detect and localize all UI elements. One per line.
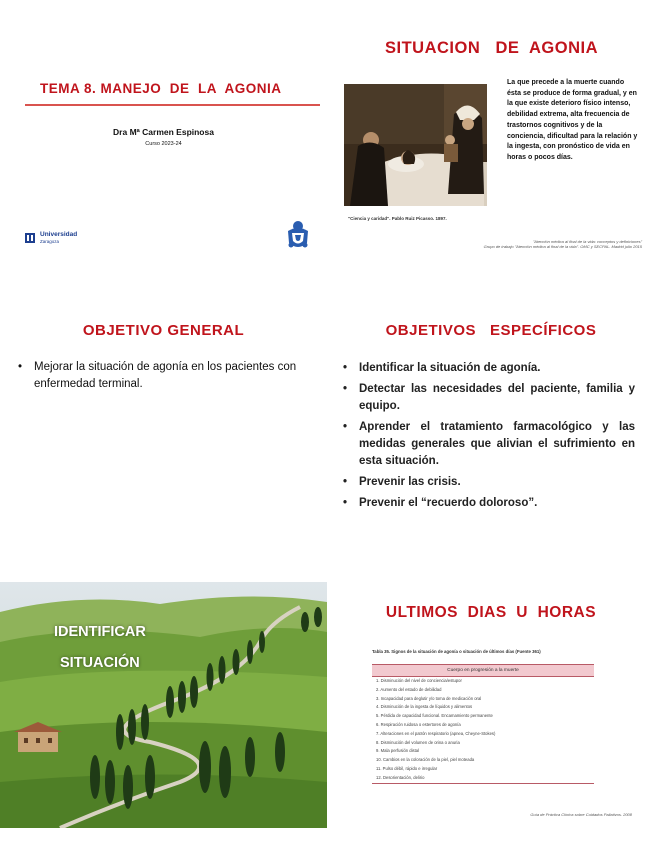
university-emblem-icon bbox=[24, 231, 36, 245]
coat-of-arms-icon bbox=[283, 219, 313, 251]
slide-4 bbox=[327, 282, 655, 564]
table-row: 4. Disminución de la ingesta de líquidos y alimentos bbox=[376, 704, 473, 710]
painting-caption: "Ciencia y caridad". Pablo Ruiz Picasso. 1897. bbox=[348, 216, 447, 221]
list-item: • Mejorar la situación de agonía en los pacientes con enfermedad terminal. bbox=[18, 359, 316, 393]
list-item: • Aprender el tratamiento farmacológico y las medidas generales que alivian el sufrimiento en esta situación. bbox=[343, 419, 635, 470]
overlay-title-line: IDENTIFICAR bbox=[54, 624, 146, 640]
slide-title: OBJETIVOS ESPECÍFICOS bbox=[385, 322, 597, 339]
slide-6 bbox=[327, 564, 655, 848]
title-rule bbox=[25, 104, 320, 106]
slide-title: OBJETIVO GENERAL bbox=[82, 322, 245, 339]
footnote-line: "Atención médica al final de la vida: conceptos y definiciones" bbox=[532, 239, 642, 244]
list-item: • Prevenir el “recuerdo doloroso”. bbox=[343, 495, 635, 512]
table-row: 7. Alteraciones en el patrón respiratorio (apnea, Cheyne-Stokes) bbox=[376, 730, 496, 736]
table-row: 3. Incapacidad para deglutir y/o toma de medicación oral bbox=[376, 695, 482, 701]
table-caption: Tabla 35. Signos de la situación de agonía o situación de últimos días (Fuente 361) bbox=[372, 649, 541, 654]
overlay-title-line: SITUACIÓN bbox=[60, 655, 140, 671]
bullet-list bbox=[343, 360, 635, 512]
table-row: 10. Cambios en la coloración de la piel, piel moteada bbox=[376, 757, 475, 763]
bullet-list bbox=[18, 359, 316, 393]
signs-table bbox=[372, 664, 594, 784]
university-logo bbox=[24, 231, 94, 247]
list-item: • Prevenir las crisis. bbox=[343, 474, 635, 491]
slide-title: TEMA 8. MANEJO DE LA AGONIA bbox=[40, 81, 282, 96]
table-source: Guía de Práctica Clínica sobre Cuidados Paliativos. 2008 bbox=[530, 812, 632, 817]
footnote-reference bbox=[427, 239, 642, 249]
painting-image bbox=[344, 84, 487, 206]
slide-1 bbox=[0, 0, 327, 282]
table-row: 6. Respiración ruidosa o estertores de agonía bbox=[376, 721, 461, 727]
table-row: 8. Disminución del volumen de orina o anuria bbox=[376, 739, 460, 745]
table-header: Cuerpo en progresión a la muerte bbox=[372, 664, 594, 677]
tuscany-landscape-image bbox=[0, 582, 327, 828]
list-item: • Identificar la situación de agonía. bbox=[343, 360, 635, 377]
university-logo-city: Zaragoza bbox=[40, 239, 60, 244]
table-body bbox=[372, 677, 594, 784]
table-row: 2. Aumento del estado de debilidad bbox=[376, 686, 442, 692]
agony-definition: La que precede a la muerte cuando ésta se produce de forma gradual, y en la que existe deterioro físico intenso, debilidad extrema, alta frecuencia de trastornos cognitivos y de la conciencia, dificultad para la relación y la ingesta, con pronóstico de vida en horas o pocos días. bbox=[507, 79, 638, 161]
list-item: • Detectar las necesidades del paciente, familia y equipo. bbox=[343, 381, 635, 415]
author-name: Dra Mª Carmen Espinosa bbox=[113, 127, 214, 137]
slide-3 bbox=[0, 282, 327, 564]
slide-title: SITUACION DE AGONIA bbox=[385, 39, 598, 57]
footnote-line: Grupo de trabajo "Atención médica al final de la vida". OMC y SECPAL. Madrid julio 2015 bbox=[483, 244, 642, 249]
table-row: 1. Disminución del nivel de conciencia/estupor bbox=[376, 678, 462, 683]
slide-2 bbox=[327, 0, 655, 282]
university-logo-name: Universidad bbox=[40, 231, 78, 238]
slide-title: ULTIMOS DIAS U HORAS bbox=[385, 604, 597, 621]
table-row: 9. Mala perfusión distal bbox=[376, 748, 420, 754]
table-row: 5. Pérdida de capacidad funcional. Encamamiento permanente bbox=[376, 713, 493, 719]
table-row: 12. Desorientación, delirio bbox=[376, 774, 425, 780]
slide-5 bbox=[0, 582, 327, 828]
table-row: 11. Pulso débil, rápido e irregular bbox=[376, 765, 438, 771]
course-year: Curso 2023-24 bbox=[145, 141, 182, 147]
